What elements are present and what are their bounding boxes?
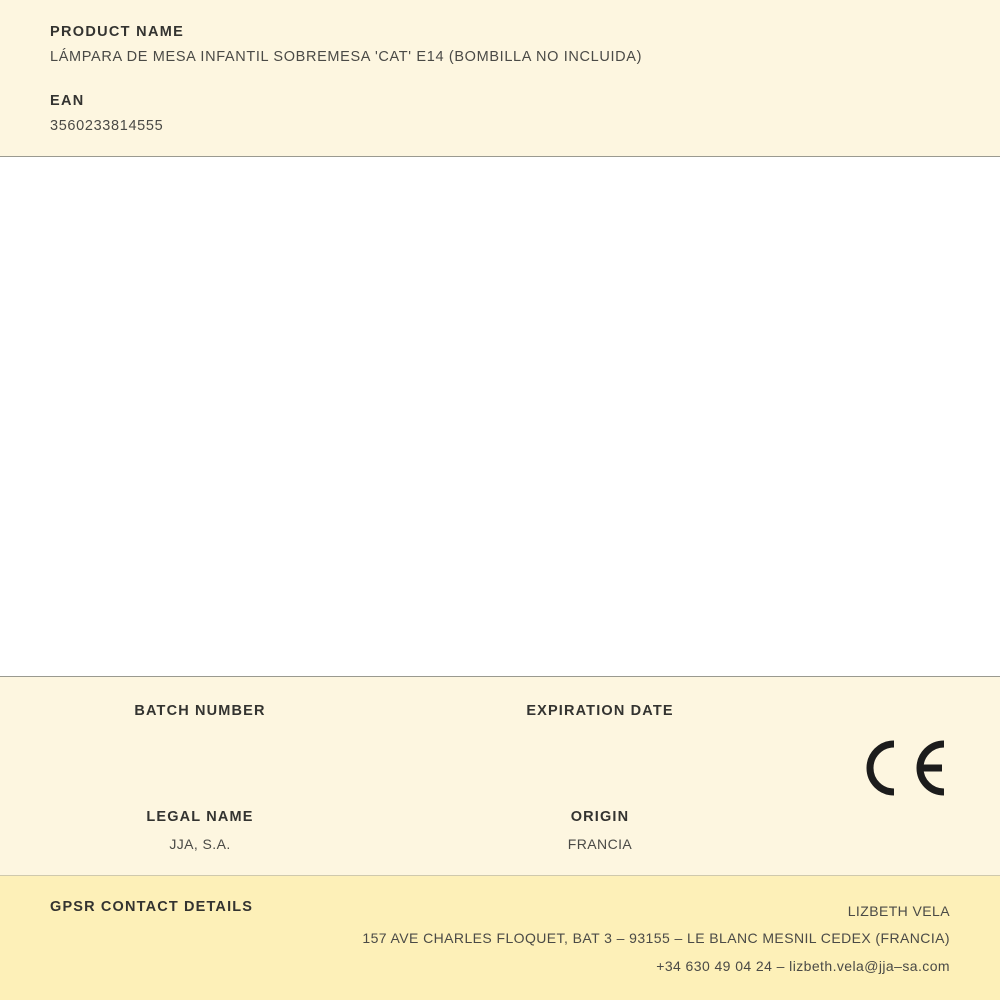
gpsr-contact-details [362, 898, 950, 980]
expiration-date-label: EXPIRATION DATE [526, 703, 674, 720]
batch-number-label: BATCH NUMBER [134, 703, 266, 720]
legal-name-cell [0, 809, 400, 853]
batch-number-value [0, 730, 400, 747]
expiration-date-cell [400, 703, 800, 747]
gpsr-contact-address: 157 AVE CHARLES FLOQUET, BAT 3 – 93155 – LE BLANC MESNIL CEDEX (FRANCIA) [362, 930, 950, 947]
gpsr-contact-block [0, 876, 1000, 1000]
legal-name-label: LEGAL NAME [146, 809, 254, 826]
product-name-value: LÁMPARA DE MESA INFANTIL SOBREMESA 'CAT' E14 (BOMBILLA NO INCLUIDA) [50, 49, 643, 65]
ce-marking-icon [858, 737, 948, 799]
product-info-block [0, 0, 1000, 157]
gpsr-contact-phone-email: +34 630 49 04 24 – lizbeth.vela@jja–sa.com [656, 957, 950, 974]
product-name-label: PRODUCT NAME [50, 24, 185, 40]
compliance-info-block [0, 677, 1000, 876]
ean-field [0, 93, 1000, 134]
expiration-date-value [400, 730, 800, 747]
info-row-legalname-origin [0, 809, 1000, 853]
legal-name-value: JJA, S.A. [169, 836, 231, 853]
blank-content-area [0, 157, 1000, 677]
info-row-batch-expiration [0, 703, 1000, 747]
gpsr-contact-title: GPSR CONTACT DETAILS [50, 899, 254, 916]
origin-value: FRANCIA [567, 836, 633, 853]
product-name-field [0, 24, 1000, 65]
gpsr-contact-name: LIZBETH VELA [847, 903, 950, 920]
ean-label: EAN [50, 93, 85, 109]
info-row-spacer-2 [800, 809, 1000, 853]
origin-label: ORIGIN [570, 809, 630, 826]
ean-value: 3560233814555 [50, 118, 164, 134]
origin-cell [400, 809, 800, 853]
batch-number-cell [0, 703, 400, 747]
